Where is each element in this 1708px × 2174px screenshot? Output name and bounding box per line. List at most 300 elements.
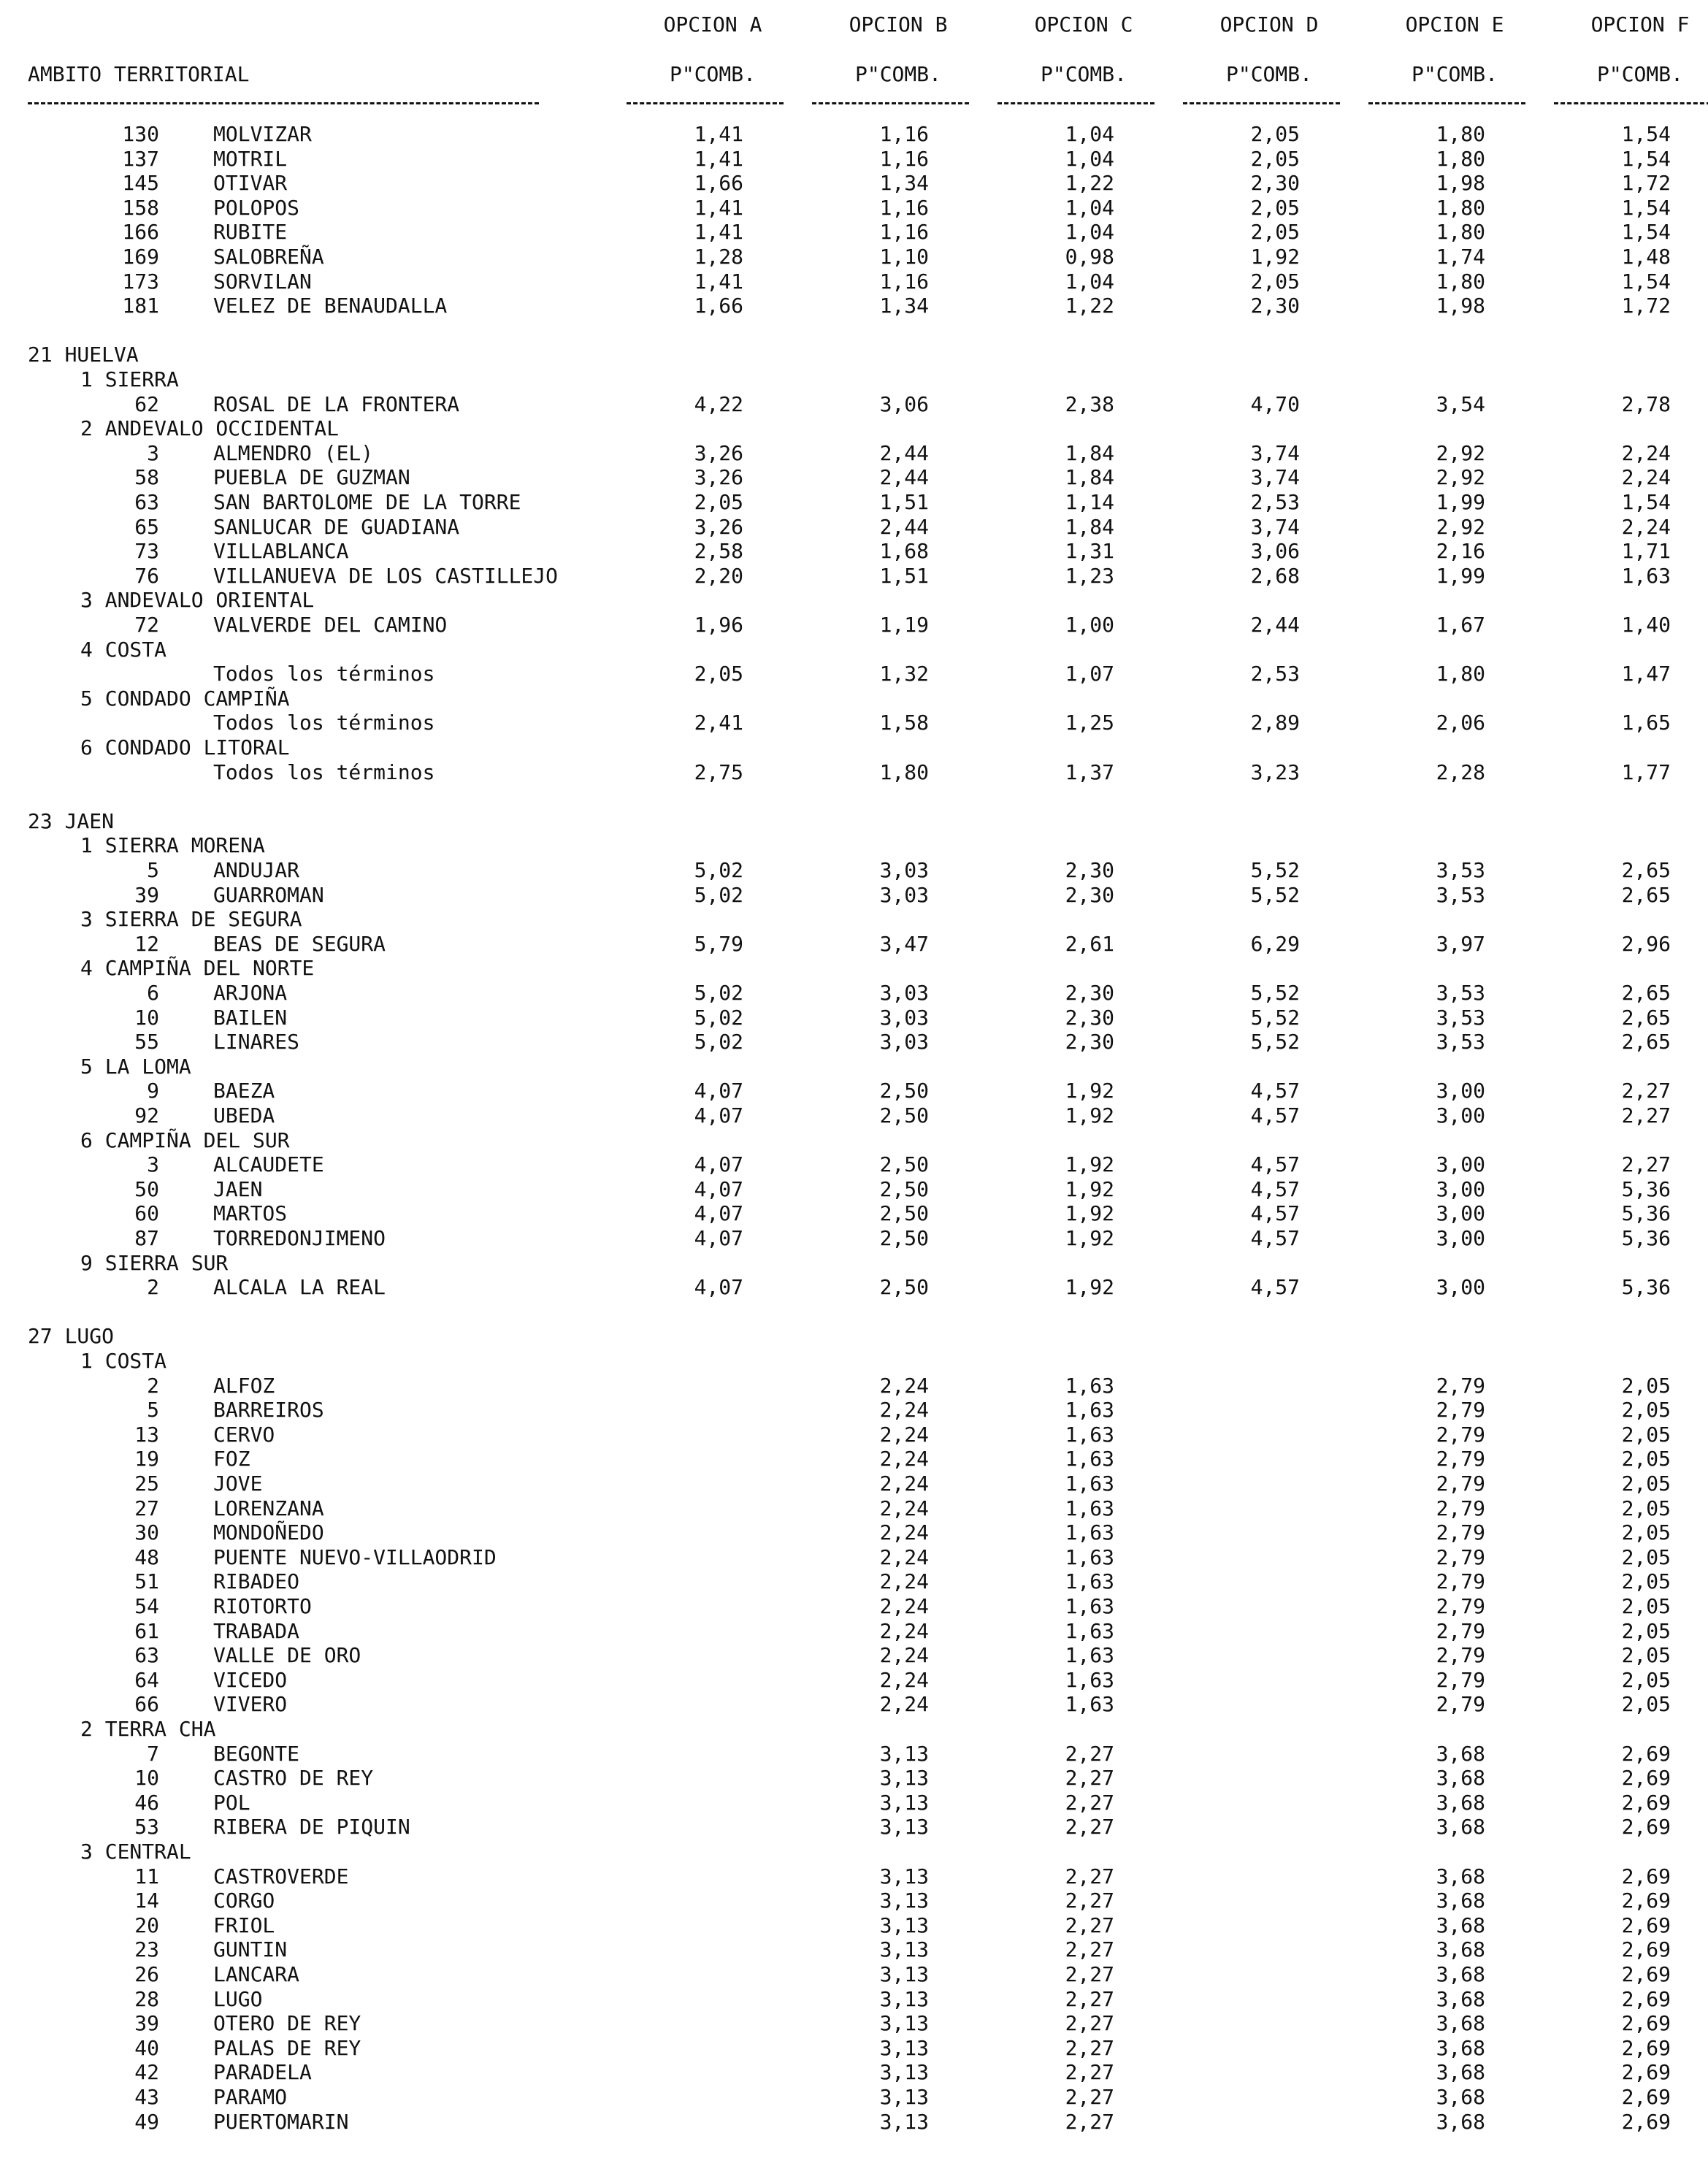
comarca-heading: 9 SIERRA SUR (80, 1251, 229, 1275)
value-cell: 2,96 (1621, 932, 1671, 956)
value-cell: 2,79 (1436, 1496, 1485, 1520)
value-cell: 4,07 (694, 1226, 743, 1250)
table-row (0, 269, 1708, 296)
comarca-heading: 4 COSTA (80, 638, 167, 662)
value-cell: 2,65 (1621, 883, 1671, 907)
value-cell: 1,92 (1065, 1201, 1114, 1225)
value-cell: 3,03 (879, 883, 929, 907)
value-cell: 2,79 (1436, 1398, 1485, 1422)
municipality-name: BEGONTE (213, 1742, 300, 1766)
municipality-code: 39 (134, 883, 159, 907)
value-cell: 3,26 (694, 465, 743, 489)
value-cell: 2,05 (1621, 1643, 1671, 1667)
value-cell: 2,79 (1436, 1594, 1485, 1618)
value-cell: 2,79 (1436, 1423, 1485, 1447)
table-row (0, 1864, 1708, 1891)
table-row (0, 124, 1708, 149)
value-cell: 3,53 (1436, 883, 1485, 907)
comarca-heading: 6 CAMPIÑA DEL SUR (80, 1128, 290, 1152)
value-cell: 1,84 (1065, 441, 1114, 465)
table-row (0, 1449, 1708, 1474)
value-cell: 4,70 (1250, 392, 1300, 416)
municipality-code: 60 (134, 1201, 159, 1225)
municipality-code: 62 (134, 392, 159, 416)
municipality-code: 65 (134, 515, 159, 539)
value-cell: 1,14 (1065, 490, 1114, 514)
value-cell: 4,57 (1250, 1103, 1300, 1128)
comarca-heading: 2 TERRA CHA (80, 1717, 216, 1741)
value-cell: 2,05 (1621, 1619, 1671, 1643)
municipality-name: Todos los términos (213, 711, 435, 735)
municipality-code: 51 (134, 1569, 159, 1593)
municipality-name: ROSAL DE LA FRONTERA (213, 392, 460, 416)
municipality-name: CASTRO DE REY (213, 1766, 374, 1790)
value-cell: 2,41 (694, 711, 743, 735)
header-separator (1368, 102, 1525, 107)
value-cell: 1,54 (1621, 122, 1671, 146)
municipality-name: ALFOZ (213, 1374, 275, 1398)
municipality-name: GUNTIN (213, 1937, 288, 1961)
table-row (0, 566, 1708, 591)
table-row (0, 2038, 1708, 2063)
value-cell: 4,57 (1250, 1152, 1300, 1176)
value-cell: 2,50 (879, 1103, 929, 1128)
value-cell: 2,69 (1621, 1815, 1671, 1839)
value-cell: 1,31 (1065, 539, 1114, 563)
comarca-heading: 2 ANDEVALO OCCIDENTAL (80, 416, 340, 440)
value-cell: 4,57 (1250, 1177, 1300, 1201)
municipality-name: ALMENDRO (EL) (213, 441, 374, 465)
municipality-name: MOLVIZAR (213, 122, 312, 146)
value-cell: 3,13 (879, 2085, 929, 2109)
value-cell: 1,68 (879, 539, 929, 563)
municipality-code: 50 (134, 1177, 159, 1201)
value-cell: 2,05 (1621, 1594, 1671, 1618)
value-cell: 1,96 (694, 613, 743, 637)
option-header: OPCION B (849, 12, 948, 37)
municipality-name: MOTRIL (213, 147, 288, 171)
value-cell: 1,04 (1065, 196, 1114, 220)
table-row (0, 467, 1708, 492)
municipality-name: BARREIROS (213, 1398, 324, 1422)
value-cell: 2,79 (1436, 1569, 1485, 1593)
municipality-code: 73 (134, 539, 159, 563)
value-cell: 2,05 (1250, 220, 1300, 244)
value-cell: 2,24 (879, 1619, 929, 1643)
value-cell: 1,99 (1436, 490, 1485, 514)
table-row (0, 1103, 1708, 1130)
value-cell: 2,50 (879, 1152, 929, 1176)
value-cell: 2,75 (694, 760, 743, 784)
table-row (0, 1471, 1708, 1499)
value-cell: 2,79 (1436, 1545, 1485, 1569)
municipality-code: 13 (134, 1423, 159, 1447)
province-heading: 23 JAEN (28, 809, 115, 833)
table-row (0, 1888, 1708, 1915)
value-cell: 2,05 (1621, 1545, 1671, 1569)
table-row (0, 1547, 1708, 1572)
value-cell: 2,05 (1621, 1447, 1671, 1471)
municipality-name: RIBERA DE PIQUIN (213, 1815, 410, 1839)
value-cell: 0,98 (1065, 245, 1114, 269)
value-cell: 2,30 (1250, 171, 1300, 195)
municipality-code: 30 (134, 1520, 159, 1545)
municipality-code: 7 (147, 1742, 159, 1766)
value-cell: 2,24 (1621, 465, 1671, 489)
value-cell: 2,44 (879, 515, 929, 539)
value-cell: 1,63 (1065, 1496, 1114, 1520)
option-subheader: P"COMB. (1040, 62, 1127, 86)
value-cell: 1,04 (1065, 147, 1114, 171)
table-row (0, 1569, 1708, 1596)
value-cell: 2,05 (694, 490, 743, 514)
table-row (0, 1228, 1708, 1253)
value-cell: 2,27 (1065, 1766, 1114, 1790)
municipality-code: 87 (134, 1226, 159, 1250)
municipality-code: 61 (134, 1619, 159, 1643)
value-cell: 1,80 (1436, 147, 1485, 171)
municipality-name: OTIVAR (213, 171, 288, 195)
value-cell: 3,00 (1436, 1177, 1485, 1201)
option-header: OPCION F (1590, 12, 1690, 37)
value-cell: 3,68 (1436, 1791, 1485, 1815)
table-row (0, 1596, 1708, 1621)
municipality-code: 66 (134, 1692, 159, 1716)
value-cell: 2,24 (879, 1594, 929, 1618)
municipality-name: LANCARA (213, 1962, 300, 1986)
table-row (0, 1670, 1708, 1695)
table-row (0, 2112, 1708, 2137)
value-cell: 2,69 (1621, 1962, 1671, 1986)
comarca-heading: 1 COSTA (80, 1349, 167, 1373)
municipality-code: 64 (134, 1668, 159, 1692)
value-cell: 5,36 (1621, 1275, 1671, 1299)
value-cell: 1,74 (1436, 245, 1485, 269)
value-cell: 1,41 (694, 122, 743, 146)
value-cell: 2,24 (879, 1423, 929, 1447)
value-cell: 4,57 (1250, 1079, 1300, 1103)
header-separator (627, 102, 784, 107)
municipality-name: ALCALA LA REAL (213, 1275, 386, 1299)
municipality-code: 130 (122, 122, 159, 146)
table-row (0, 1008, 1708, 1033)
table-row (0, 1744, 1708, 1769)
value-cell: 3,13 (879, 1913, 929, 1937)
value-cell: 1,19 (879, 613, 929, 637)
value-cell: 3,26 (694, 441, 743, 465)
value-cell: 1,54 (1621, 220, 1671, 244)
value-cell: 4,57 (1250, 1275, 1300, 1299)
value-cell: 2,24 (879, 1668, 929, 1692)
municipality-name: RUBITE (213, 220, 288, 244)
option-subheader: P"COMB. (669, 62, 756, 86)
value-cell: 3,13 (879, 1791, 929, 1815)
value-cell: 1,63 (1065, 1398, 1114, 1422)
municipality-name: POLOPOS (213, 196, 300, 220)
municipality-name: PARADELA (213, 2060, 312, 2084)
value-cell: 3,13 (879, 1888, 929, 1913)
value-cell: 5,02 (694, 1030, 743, 1054)
comarca-heading: 4 CAMPIÑA DEL NORTE (80, 956, 315, 980)
value-cell: 2,50 (879, 1201, 929, 1225)
value-cell: 2,69 (1621, 1742, 1671, 1766)
value-cell: 5,52 (1250, 858, 1300, 882)
municipality-code: 27 (134, 1496, 159, 1520)
municipality-code: 55 (134, 1030, 159, 1054)
table-row (0, 2062, 1708, 2087)
value-cell: 2,92 (1436, 465, 1485, 489)
value-cell: 3,13 (879, 1742, 929, 1766)
value-cell: 2,50 (879, 1275, 929, 1299)
value-cell: 1,16 (879, 220, 929, 244)
value-cell: 5,52 (1250, 1030, 1300, 1054)
value-cell: 2,69 (1621, 1987, 1671, 2011)
value-cell: 1,92 (1065, 1226, 1114, 1250)
value-cell: 2,05 (1621, 1423, 1671, 1447)
value-cell: 1,92 (1065, 1275, 1114, 1299)
municipality-name: CERVO (213, 1423, 275, 1447)
value-cell: 1,16 (879, 196, 929, 220)
value-cell: 3,68 (1436, 1937, 1485, 1961)
value-cell: 3,54 (1436, 392, 1485, 416)
municipality-code: 49 (134, 2110, 159, 2134)
value-cell: 2,05 (1621, 1471, 1671, 1496)
municipality-name: FRIOL (213, 1913, 275, 1937)
value-cell: 1,54 (1621, 269, 1671, 294)
municipality-name: PALAS DE REY (213, 2036, 361, 2060)
value-cell: 2,27 (1065, 2011, 1114, 2035)
table-row (0, 1203, 1708, 1228)
municipality-name: SANLUCAR DE GUADIANA (213, 515, 460, 539)
value-cell: 1,63 (1065, 1594, 1114, 1618)
value-cell: 5,02 (694, 981, 743, 1005)
value-cell: 1,98 (1436, 294, 1485, 318)
municipality-code: 14 (134, 1888, 159, 1913)
value-cell: 2,69 (1621, 1766, 1671, 1790)
municipality-name: VALVERDE DEL CAMINO (213, 613, 448, 637)
value-cell: 2,05 (1250, 269, 1300, 294)
value-cell: 2,05 (1621, 1569, 1671, 1593)
comarca-heading: 5 CONDADO CAMPIÑA (80, 686, 290, 711)
value-cell: 3,68 (1436, 2085, 1485, 2109)
value-cell: 2,05 (1621, 1668, 1671, 1692)
value-cell: 1,92 (1065, 1177, 1114, 1201)
ambito-territorial-label: AMBITO TERRITORIAL (28, 62, 250, 86)
municipality-code: 43 (134, 2085, 159, 2109)
table-row (0, 1520, 1708, 1547)
header-separator (28, 102, 539, 107)
value-cell: 4,07 (694, 1177, 743, 1201)
value-cell: 1,72 (1621, 171, 1671, 195)
value-cell: 2,27 (1065, 2036, 1114, 2060)
table-row (0, 198, 1708, 223)
value-cell: 2,05 (1250, 147, 1300, 171)
value-cell: 2,16 (1436, 539, 1485, 563)
value-cell: 3,68 (1436, 2036, 1485, 2060)
value-cell: 1,84 (1065, 515, 1114, 539)
municipality-name: Todos los términos (213, 760, 435, 784)
municipality-name: ANDUJAR (213, 858, 300, 882)
value-cell: 3,68 (1436, 1815, 1485, 1839)
value-cell: 2,24 (879, 1520, 929, 1545)
value-cell: 2,65 (1621, 981, 1671, 1005)
municipality-name: LINARES (213, 1030, 300, 1054)
value-cell: 2,27 (1065, 1815, 1114, 1839)
value-cell: 2,27 (1065, 1987, 1114, 2011)
value-cell: 2,69 (1621, 2060, 1671, 2084)
municipality-code: 25 (134, 1471, 159, 1496)
value-cell: 1,63 (1065, 1423, 1114, 1447)
table-row (0, 1621, 1708, 1646)
value-cell: 1,51 (879, 564, 929, 588)
table-row (0, 1964, 1708, 1989)
value-cell: 3,00 (1436, 1275, 1485, 1299)
value-cell: 2,53 (1250, 662, 1300, 686)
municipality-name: MARTOS (213, 1201, 288, 1225)
value-cell: 1,54 (1621, 490, 1671, 514)
municipality-code: 158 (122, 196, 159, 220)
value-cell: 3,13 (879, 2011, 929, 2035)
municipality-name: JAEN (213, 1177, 263, 1201)
table-row (0, 934, 1708, 959)
value-cell: 2,50 (879, 1177, 929, 1201)
value-cell: 4,57 (1250, 1201, 1300, 1225)
value-cell: 1,63 (1065, 1668, 1114, 1692)
value-cell: 2,05 (1621, 1520, 1671, 1545)
value-cell: 1,80 (1436, 662, 1485, 686)
municipality-code: 3 (147, 1152, 159, 1176)
municipality-name: BEAS DE SEGURA (213, 932, 386, 956)
municipality-name: VILLANUEVA DE LOS CASTILLEJO (213, 564, 559, 588)
value-cell: 1,63 (1065, 1520, 1114, 1545)
value-cell: 3,53 (1436, 1030, 1485, 1054)
value-cell: 3,68 (1436, 1864, 1485, 1888)
value-cell: 3,13 (879, 2060, 929, 2084)
value-cell: 2,05 (1621, 1692, 1671, 1716)
value-cell: 3,68 (1436, 1742, 1485, 1766)
value-cell: 1,48 (1621, 245, 1671, 269)
municipality-code: 63 (134, 490, 159, 514)
municipality-name: FOZ (213, 1447, 250, 1471)
value-cell: 2,69 (1621, 2110, 1671, 2134)
value-cell: 2,65 (1621, 858, 1671, 882)
value-cell: 1,80 (1436, 196, 1485, 220)
value-cell: 2,24 (879, 1447, 929, 1471)
municipality-code: 58 (134, 465, 159, 489)
municipality-name: OTERO DE REY (213, 2011, 361, 2035)
municipality-name: LUGO (213, 1987, 263, 2011)
value-cell: 1,63 (1065, 1447, 1114, 1471)
value-cell: 2,24 (879, 1643, 929, 1667)
value-cell: 4,57 (1250, 1226, 1300, 1250)
value-cell: 3,06 (1250, 539, 1300, 563)
value-cell: 5,52 (1250, 981, 1300, 1005)
value-cell: 1,41 (694, 220, 743, 244)
table-row (0, 1496, 1708, 1523)
table-row (0, 149, 1708, 174)
municipality-code: 3 (147, 441, 159, 465)
value-cell: 2,30 (1065, 1030, 1114, 1054)
value-cell: 5,02 (694, 858, 743, 882)
value-cell: 3,03 (879, 1006, 929, 1030)
value-cell: 2,69 (1621, 2011, 1671, 2035)
value-cell: 2,79 (1436, 1520, 1485, 1545)
municipality-name: SORVILAN (213, 269, 312, 294)
municipality-code: 46 (134, 1791, 159, 1815)
table-row (0, 1694, 1708, 1719)
municipality-name: ARJONA (213, 981, 288, 1005)
value-cell: 1,34 (879, 171, 929, 195)
municipality-name: VIVERO (213, 1692, 288, 1716)
value-cell: 3,68 (1436, 2060, 1485, 2084)
value-cell: 1,23 (1065, 564, 1114, 588)
province-heading: 21 HUELVA (28, 342, 139, 367)
value-cell: 2,05 (1621, 1496, 1671, 1520)
value-cell: 1,00 (1065, 613, 1114, 637)
value-cell: 1,63 (1065, 1643, 1114, 1667)
value-cell: 3,13 (879, 1987, 929, 2011)
table-row (0, 1152, 1708, 1179)
value-cell: 1,22 (1065, 294, 1114, 318)
value-cell: 2,69 (1621, 1864, 1671, 1888)
municipality-code: 48 (134, 1545, 159, 1569)
comarca-heading: 3 ANDEVALO ORIENTAL (80, 588, 315, 612)
value-cell: 1,63 (1065, 1374, 1114, 1398)
option-header: OPCION E (1405, 12, 1504, 37)
table-row (0, 762, 1708, 787)
value-cell: 3,00 (1436, 1103, 1485, 1128)
municipality-code: 40 (134, 2036, 159, 2060)
value-cell: 3,13 (879, 2110, 929, 2134)
option-subheader: P"COMB. (1411, 62, 1498, 86)
municipality-name: MONDOÑEDO (213, 1520, 324, 1545)
value-cell: 6,29 (1250, 932, 1300, 956)
table-row (0, 1032, 1708, 1057)
value-cell: 2,28 (1436, 760, 1485, 784)
value-cell: 2,27 (1065, 1791, 1114, 1815)
value-cell: 2,79 (1436, 1643, 1485, 1667)
value-cell: 1,41 (694, 269, 743, 294)
value-cell: 2,20 (694, 564, 743, 588)
municipality-code: 92 (134, 1103, 159, 1128)
municipality-name: SAN BARTOLOME DE LA TORRE (213, 490, 521, 514)
value-cell: 1,63 (1621, 564, 1671, 588)
municipality-code: 9 (147, 1079, 159, 1103)
value-cell: 3,26 (694, 515, 743, 539)
value-cell: 2,27 (1621, 1103, 1671, 1128)
value-cell: 1,63 (1065, 1569, 1114, 1593)
table-row (0, 713, 1708, 738)
comarca-heading: 5 LA LOMA (80, 1055, 191, 1079)
table-row (0, 296, 1708, 321)
value-cell: 2,05 (1621, 1398, 1671, 1422)
table-row (0, 1081, 1708, 1106)
comarca-heading: 1 SIERRA (80, 367, 179, 391)
municipality-name: CORGO (213, 1888, 275, 1913)
value-cell: 2,65 (1621, 1030, 1671, 1054)
value-cell: 3,00 (1436, 1226, 1485, 1250)
value-cell: 2,69 (1621, 2085, 1671, 2109)
municipality-name: LORENZANA (213, 1496, 324, 1520)
value-cell: 2,30 (1065, 858, 1114, 882)
value-cell: 5,36 (1621, 1177, 1671, 1201)
value-cell: 2,27 (1065, 1742, 1114, 1766)
value-cell: 2,53 (1250, 490, 1300, 514)
value-cell: 2,58 (694, 539, 743, 563)
value-cell: 2,05 (1250, 122, 1300, 146)
municipality-name: POL (213, 1791, 250, 1815)
value-cell: 2,79 (1436, 1447, 1485, 1471)
